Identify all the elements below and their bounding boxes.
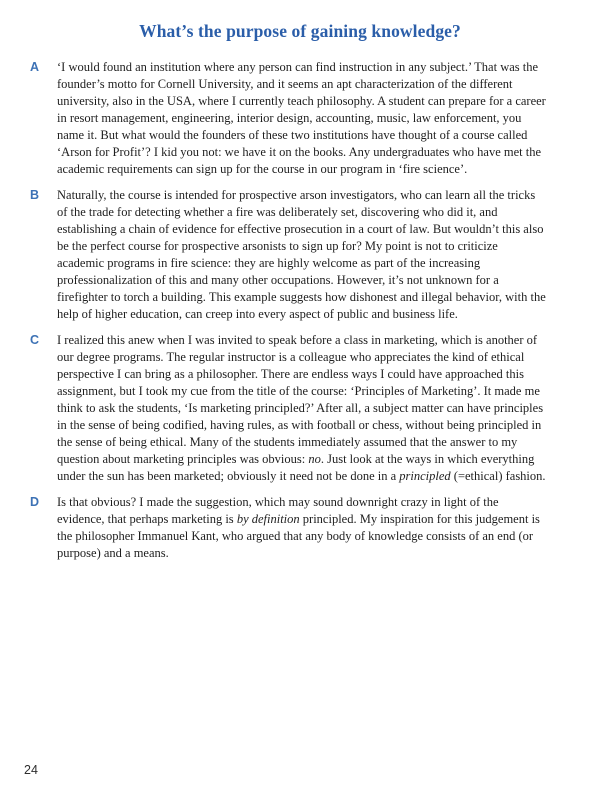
paragraph-b-text <box>57 187 548 323</box>
paragraph-c-text <box>57 332 548 485</box>
text-run: Naturally, the course is intended for prospective arson investigators, who can learn all the tricks of the trade for detecting whether a fire was deliberately set, discovering who did it, and establishing a chain of evidence for effective prosecution in a court of law. But wouldn’t this also be the perfect course for prospective arsonists to sign up for? My point is not to criticize academic programs in fire science: they are highly welcome as part of the increasing professionalization of this and many other occupations. However, it’s not unknown for a firefighter to torch a building. This example suggests how dishonest and illegal behavior, with the help of higher education, can creep into every aspect of public and business life. <box>57 188 546 321</box>
paragraph-a-label: A <box>30 60 40 74</box>
italic-text-run: by definition <box>236 512 300 526</box>
text-run: Is that obvious? I made the suggestion, which may sound downright crazy in light of the evidence, that perhaps marketing is <box>57 495 499 526</box>
paragraph-a-text <box>57 59 548 178</box>
italic-text-run: no <box>308 452 321 466</box>
paragraph-c <box>30 332 548 485</box>
text-run: I realized this anew when I was invited to speak before a class in marketing, which is another of our degree programs. The regular instructor is a colleague who appreciates the kind of ethical perspective I can bring as a philosopher. There are endless ways I could have approached this assignment, but I took my cue from the title of the course: ‘Principles of Marketing’. It made me think to ask the students, ‘Is marketing principled?’ After all, a subject matter can have principles in the sense of being codified, having rules, as with football or chess, without being principled in the sense of being ethical. Many of the students immediately assumed that the answer to my question about marketing principles was obvious: <box>57 333 544 466</box>
text-run: . Just look at the ways in which everything under the sun has been marketed; obviously it need not be done in a <box>57 452 535 483</box>
paragraph-b <box>30 187 548 323</box>
page-number: 24 <box>24 763 38 777</box>
paragraph-a <box>30 59 548 178</box>
text-run: (=ethical) fashion. <box>450 469 546 483</box>
paragraph-d <box>30 494 548 562</box>
text-run: principled. My inspiration for this judgement is the philosopher Immanuel Kant, who argued that any body of knowledge consists of an end (or purpose) and a means. <box>57 512 540 560</box>
italic-text-run: principled <box>399 469 451 483</box>
paragraph-d-label: D <box>30 495 40 509</box>
paragraph-d-text <box>57 494 548 562</box>
page-title: What’s the purpose of gaining knowledge? <box>139 21 461 41</box>
reading-passage <box>0 59 600 562</box>
paragraph-b-label: B <box>30 188 40 202</box>
paragraph-c-label: C <box>30 333 40 347</box>
text-run: ‘I would found an institution where any person can find instruction in any subject.’ That was the founder’s motto for Cornell University, and it seems an apt characterization of the different university, also in the USA, where I currently teach philosophy. A student can prepare for a career in resort management, engineering, interior design, accounting, music, law enforcement, you name it. But what would the founders of these two institutions have thought of a course called ‘Arson for Profit’? I kid you not: we have it on the books. Any undergraduates who have met the academic requirements can sign up for the course in our program in ‘fire science’. <box>57 60 546 176</box>
